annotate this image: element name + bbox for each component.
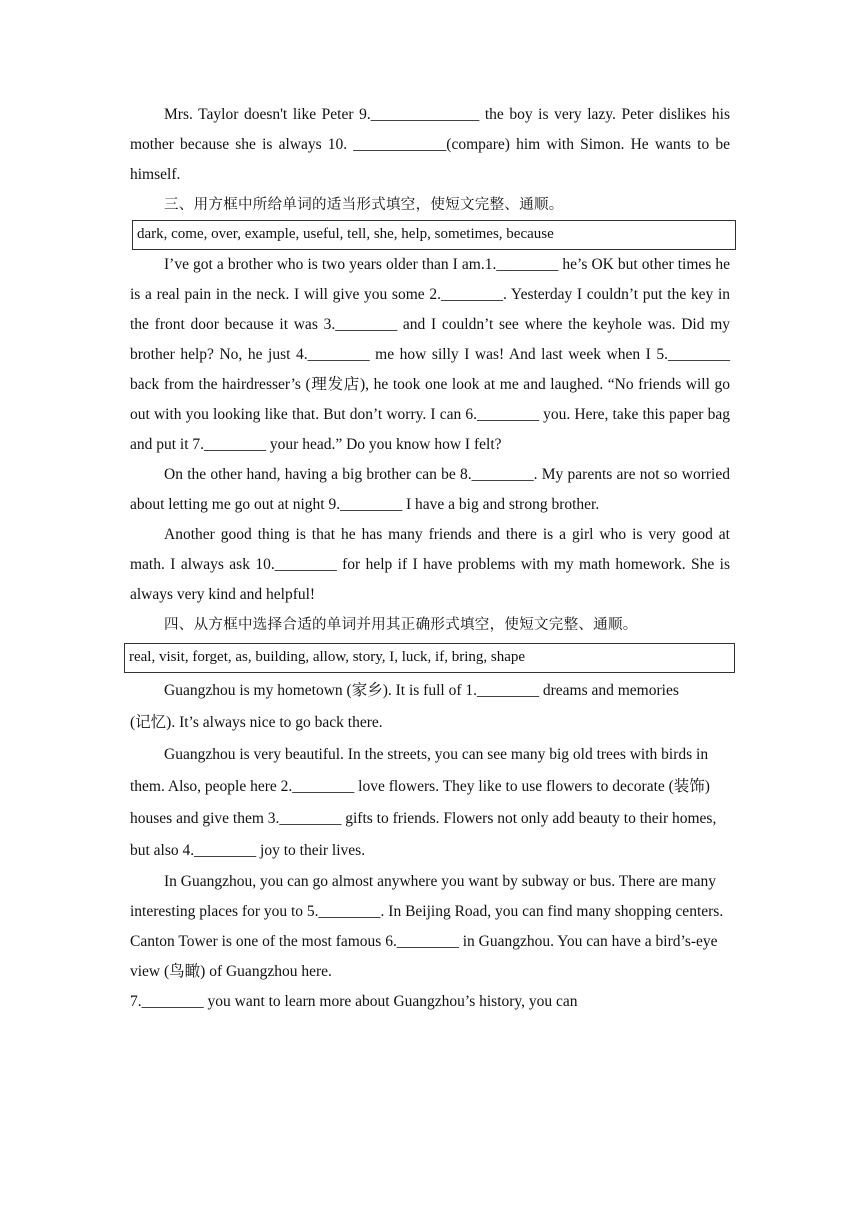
section-3-paragraph-3: Another good thing is that he has many friends and there is a girl who is very good at math. I always ask 10.________ for help if I have problems with my math homework. She is always very kind and helpful! [130, 526, 730, 603]
section-4-paragraph-2: Guangzhou is very beautiful. In the streets, you can see many big old trees with birds in them. Also, people here 2.________ love flowers. They like to use flowers to decorate (装饰) houses and give them 3.________ gifts to friends. Flowers not only add beauty to their homes, but also 4.________ joy to their lives. [130, 746, 717, 859]
worksheet-page [130, 100, 730, 1017]
passage-paragraph: Mrs. Taylor doesn't like Peter 9.______________ the boy is very lazy. Peter dislikes his mother because she is always 10. ____________(compare) him with Simon. He wants to be himself. [130, 106, 730, 183]
section-4-paragraph-1: Guangzhou is my hometown (家乡). It is full of 1.________ dreams and memories (记忆). It’s always nice to go back there. [130, 682, 679, 731]
section-3-paragraph-1: I’ve got a brother who is two years older than I am.1.________ he’s OK but other times he is a real pain in the neck. I will give you some 2.________. Yesterday I couldn’t put the key in the front door because it was 3.________ and I couldn’t see where the keyhole was. Did my brother help? No, he just 4.________ me how silly I was! And last week when I 5.________ back from the hairdresser’s (理发店), he took one look at me and laughed. “No friends will go out with you looking like that. But don’t worry. I can 6.________ you. Here, take this paper bag and put it 7.________ your head.” Do you know how I felt? [130, 256, 730, 453]
section-4-paragraph-4: 7.________ you want to learn more about Guangzhou’s history, you can [130, 993, 578, 1010]
section-3-paragraph-2: On the other hand, having a big brother can be 8.________. My parents are not so worried about letting me go out at night 9.________ I have a big and strong brother. [130, 466, 730, 513]
section-3-word-box: dark, come, over, example, useful, tell, she, help, sometimes, because [132, 220, 736, 250]
section-3-heading: 三、用方框中所给单词的适当形式填空，使短文完整、通顺。 [164, 197, 564, 213]
section-4-word-box: real, visit, forget, as, building, allow, story, I, luck, if, bring, shape [124, 643, 735, 673]
section-4-heading: 四、从方框中选择合适的单词并用其正确形式填空，使短文完整、通顺。 [164, 617, 638, 633]
section-4-paragraph-3: In Guangzhou, you can go almost anywhere you want by subway or bus. There are many interesting places for you to 5.________. In Beijing Road, you can find many shopping centers. Canton Tower is one of the most famous 6.________ in Guangzhou. You can have a bird’s-eye view (鸟瞰) of Guangzhou here. [130, 873, 724, 980]
